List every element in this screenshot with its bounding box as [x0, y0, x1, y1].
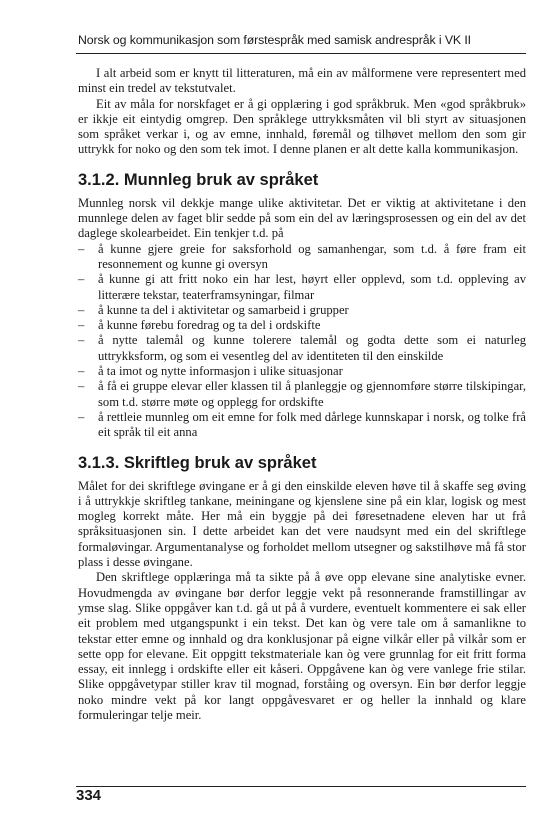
list-item-text: å nytte talemål og kunne tolerere talemål og godta dette som ei naturleg uttrykksform, og som ei vesentleg del av identiteten til den einskilde [98, 333, 526, 363]
dash-bullet: – [78, 364, 85, 379]
body-text [78, 66, 526, 723]
dash-bullet: – [78, 302, 85, 317]
section-heading: 3.1.2. Munnleg bruk av språket [78, 170, 319, 189]
list-item-text: å rettleie munnleg om eit emne for folk med dårlege kunnskapar i norsk, og tolke frå eit språk til eit anna [98, 409, 526, 440]
list-item-text: å kunne ta del i aktivitetar og samarbeid i grupper [98, 302, 349, 317]
list-item [78, 272, 526, 303]
list-item [78, 242, 526, 273]
list-item-text: å kunne gjere greie for saksforhold og samanhengar, som t.d. å føre fram eit resonnement og kunne gi oversyn [98, 241, 526, 271]
dash-bullet: – [78, 272, 85, 287]
list-item-text: å kunne gi att fritt noko ein har lest, høyrt eller opplevd, som t.d. oppleving av litterære tekstar, teaterframsyningar, filmar [98, 272, 526, 302]
dash-bullet: – [78, 379, 85, 394]
activity-list [78, 242, 526, 441]
list-item-text: å få ei gruppe elevar eller klassen til å planleggje og gjennomføre større tilskipingar, som t.d. større møte og opplegg for ordskifte [98, 379, 526, 409]
intro-paragraph: Eit av måla for norskfaget er å gi opplæring i god språkbruk. Men «god språkbruk» er ikkje eit eintydig omgrep. Den språklege uttrykksmåten vil bli styrt av situasjonen som språket verkar i, og av emne, innhald, føremål og tilhøvet mellom den som gir uttrykk for noko og den som tek imot. I denne planen er alt dette kalla kommunikasjon. [78, 96, 526, 157]
list-item-text: å ta imot og nytte informasjon i ulike situasjonar [98, 364, 343, 379]
section-paragraph: Målet for dei skriftlege øvingane er å gi den einskilde eleven høve til å skaffe seg øving i å uttrykkje skriftleg tankane, meiningane og kjenslene sine på ein klar, logisk og mest mogleg korrekt måte. Her må ein byggje på dei føresetnadene eleven har ut frå språksituasjonen sin. I dette arbeidet kan det vere naudsynt med ein del skriftlege formaløvingar. Argumentanalyse og forholdet mellom utsegner og sakstilhøve må få stor plass i desse øvingane. [78, 478, 526, 570]
list-item [78, 318, 526, 333]
list-item-text: å kunne førebu foredrag og ta del i ordskifte [98, 318, 321, 333]
list-item [78, 364, 526, 379]
intro-paragraph: I alt arbeid som er knytt til litteraturen, må ein av målformene vere representert med minst ein tredel av tekstutvalet. [78, 66, 526, 96]
running-head: Norsk og kommunikasjon som førstespråk med samisk andrespråk i VK II [78, 33, 471, 47]
dash-bullet: – [78, 333, 85, 348]
dash-bullet: – [78, 241, 85, 256]
list-item [78, 303, 526, 318]
dash-bullet: – [78, 318, 85, 333]
list-item [78, 333, 526, 364]
list-item [78, 410, 526, 441]
header-rule [76, 53, 526, 54]
dash-bullet: – [78, 409, 85, 424]
section-intro-paragraph: Munnleg norsk vil dekkje mange ulike aktivitetar. Det er viktig at aktivitetane i den munnlege delen av faget blir sedde på som ein del av læringsprosessen og ein del av det daglege skolearbeidet. Ein tenkjer t.d. på [78, 195, 526, 241]
section-heading: 3.1.3. Skriftleg bruk av språket [78, 453, 317, 472]
list-item [78, 379, 526, 410]
section-paragraph: Den skriftlege opplæringa må ta sikte på å øve opp elevane sine analytiske evner. Hovudmengda av øvingane bør derfor leggje vekt på resonnerande framstillingar av ymse slag. Slike oppgåver kan t.d. gå ut på å vurdere, eventuelt kommentere ei sak eller eit problem med utgangspunkt i ein tekst. Det kan òg vere tale om å samanlikne to tekstar etter emne og innhald og dra konklusjonar på eigne vilkår eller på vilkår som er sette opp for elevane. Eit oppgitt tekstmateriale kan òg vere grunnlag for eit fritt forma essay, eit innlegg i ordskifte eller eit kåseri. Oppgåvene kan òg vere vanlege frie stilar. Slike oppgåvetypar stiller krav til mognad, forståing og oversyn. Ein bør derfor leggje noko mindre vekt på kor langt oppgåvesvaret er og heller la innhald og klare formuleringar telje meir. [78, 570, 526, 722]
page-number: 334 [76, 787, 102, 804]
footer-rule [76, 786, 526, 787]
